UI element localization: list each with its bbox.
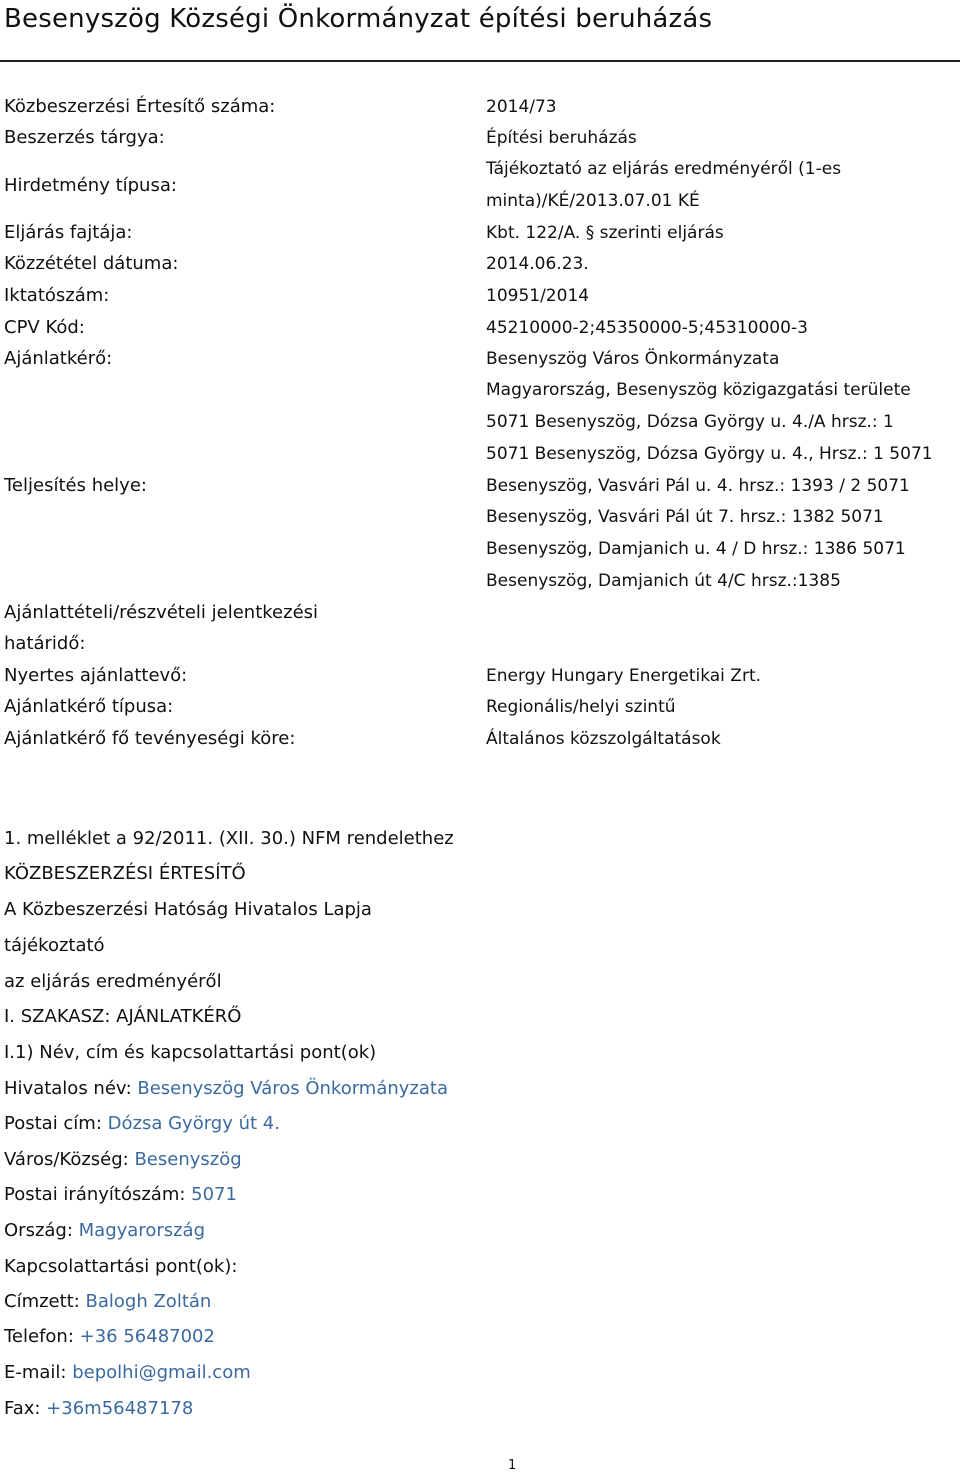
eljaras-value: Kbt. 122/A. § szerinti eljárás (486, 223, 724, 243)
targy-label: Beszerzés tárgya: (4, 127, 165, 148)
hirdetmeny-value-line1: Tájékoztató az eljárás eredményéről (1-es (486, 159, 842, 179)
fax-row (4, 1394, 193, 1424)
cimzett-row (4, 1287, 211, 1317)
ajanlatkero-value: Besenyszög Város Önkormányzata (486, 349, 780, 369)
hatarido-label-line1: Ajánlattételi/részvételi jelentkezési (4, 602, 319, 623)
fax-label: Fax: (4, 1398, 47, 1419)
irsz-value: 5071 (191, 1184, 237, 1205)
cpv-value: 45210000-2;45350000-5;45310000-3 (486, 318, 808, 338)
hirdetmeny-label: Hirdetmény típusa: (4, 175, 177, 196)
iktato-label: Iktatószám: (4, 285, 110, 306)
irsz-label: Postai irányítószám: (4, 1184, 192, 1205)
telefon-row (4, 1322, 215, 1352)
nyertes-label: Nyertes ajánlattevő: (4, 665, 188, 686)
teljesites-helye-line: Besenyszög, Damjanich út 4/C hrsz.:1385 (486, 571, 841, 591)
varos-label: Város/Község: (4, 1149, 135, 1170)
telefon-value: +36 56487002 (79, 1326, 215, 1347)
postai-cim-label: Postai cím: (4, 1113, 108, 1134)
nev-cim-heading: I.1) Név, cím és kapcsolattartási pont(ok) (4, 1042, 377, 1063)
tajekoztato-line: tájékoztató (4, 935, 105, 956)
teljesites-helye-line: Besenyszög, Vasvári Pál út 7. hrsz.: 1382 5071 (486, 507, 884, 527)
kapcsolattartasi-label: Kapcsolattartási pont(ok): (4, 1256, 238, 1277)
iktato-value: 10951/2014 (486, 286, 590, 306)
cimzett-label: Címzett: (4, 1291, 86, 1312)
postai-cim-row (4, 1109, 280, 1139)
telefon-label: Telefon: (4, 1326, 80, 1347)
cpv-label: CPV Kód: (4, 317, 85, 338)
orszag-value: Magyarország (78, 1220, 206, 1241)
orszag-label: Ország: (4, 1220, 79, 1241)
title-divider (0, 60, 960, 62)
hivatalos-nev-row (4, 1074, 448, 1104)
hatarido-label-line2: határidő: (4, 633, 86, 654)
cimzett-value: Balogh Zoltán (85, 1291, 212, 1312)
tevekenyseg-label: Ajánlatkérő fő tevényeségi köre: (4, 728, 296, 749)
teljesites-helye-line: Magyarország, Besenyszög közigazgatási területe (486, 380, 911, 400)
fax-value: +36m56487178 (46, 1398, 194, 1419)
targy-value: Építési beruházás (486, 128, 637, 148)
ertesito-value: 2014/73 (486, 97, 557, 117)
varos-row (4, 1145, 242, 1175)
melleklet-line: 1. melléklet a 92/2011. (XII. 30.) NFM rendelethez (4, 828, 454, 849)
tevekenyseg-value: Általános közszolgáltatások (486, 729, 721, 749)
document-title: Besenyszög Községi Önkormányzat építési beruházás (4, 4, 713, 34)
teljesites-helye-line: Besenyszög, Vasvári Pál u. 4. hrsz.: 1393 / 2 5071 (486, 476, 910, 496)
hivatalos-nev-value: Besenyszög Város Önkormányzata (137, 1078, 448, 1099)
tipus-label: Ajánlatkérő típusa: (4, 696, 174, 717)
ertesito-heading: KÖZBESZERZÉSI ÉRTESÍTŐ (4, 863, 246, 884)
irsz-row (4, 1180, 237, 1210)
szakasz-heading: I. SZAKASZ: AJÁNLATKÉRŐ (4, 1006, 242, 1027)
teljesites-helye-line: Besenyszög, Damjanich u. 4 / D hrsz.: 1386 5071 (486, 539, 906, 559)
orszag-row (4, 1216, 205, 1246)
lapja-line: A Közbeszerzési Hatóság Hivatalos Lapja (4, 899, 372, 920)
postai-cim-value: Dózsa György út 4. (107, 1113, 280, 1134)
eredmeny-line: az eljárás eredményéről (4, 971, 222, 992)
hivatalos-nev-label: Hivatalos név: (4, 1078, 138, 1099)
ertesito-label: Közbeszerzési Értesítő száma: (4, 96, 276, 117)
email-value[interactable]: bepolhi@gmail.com (72, 1362, 251, 1383)
email-row (4, 1358, 251, 1388)
varos-value: Besenyszög (134, 1149, 242, 1170)
kozzetetel-value: 2014.06.23. (486, 254, 589, 274)
hirdetmeny-value-line2: minta)/KÉ/2013.07.01 KÉ (486, 191, 700, 211)
page-number: 1 (508, 1458, 517, 1473)
tipus-value: Regionális/helyi szintű (486, 697, 676, 717)
teljesites-helye-line: 5071 Besenyszög, Dózsa György u. 4., Hrsz.: 1 5071 (486, 444, 933, 464)
teljesites-label: Teljesítés helye: (4, 475, 147, 496)
ajanlatkero-label: Ajánlatkérő: (4, 348, 113, 369)
kozzetetel-label: Közzététel dátuma: (4, 253, 179, 274)
teljesites-helye-line: 5071 Besenyszög, Dózsa György u. 4./A hrsz.: 1 (486, 412, 894, 432)
email-label: E-mail: (4, 1362, 73, 1383)
nyertes-value: Energy Hungary Energetikai Zrt. (486, 666, 762, 686)
eljaras-label: Eljárás fajtája: (4, 222, 133, 243)
